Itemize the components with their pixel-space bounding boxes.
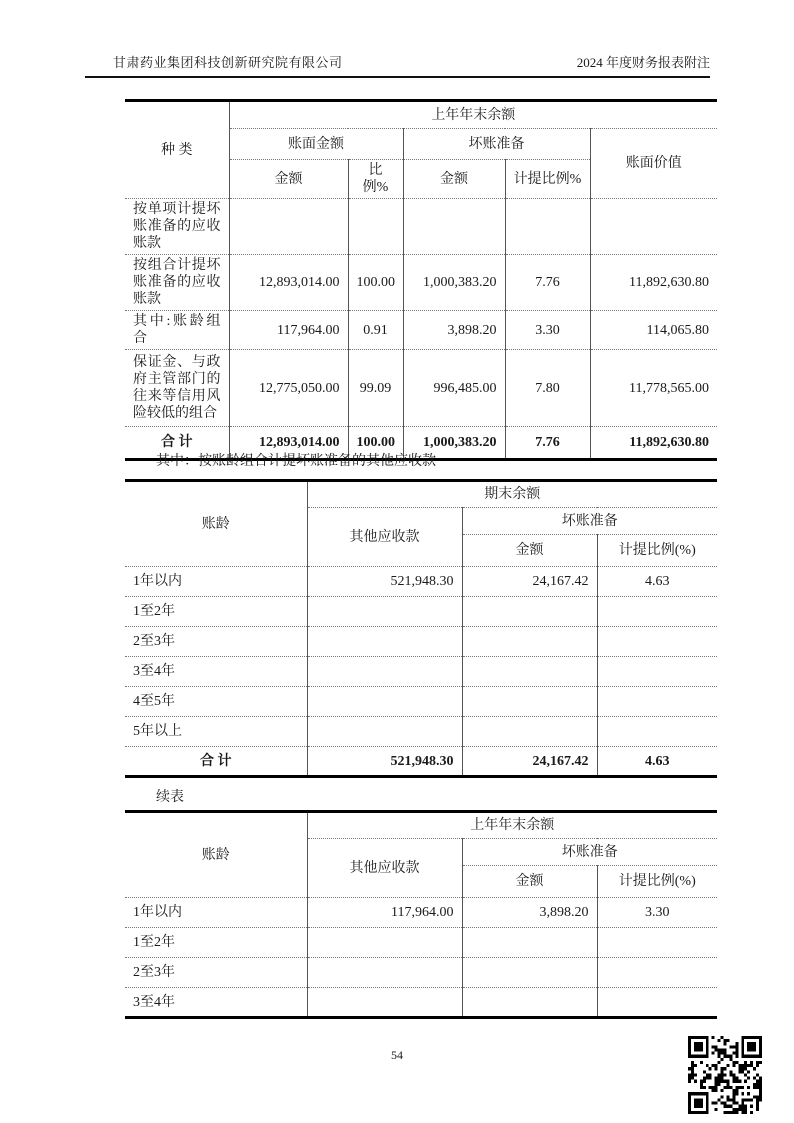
- cell-value: 99.09: [348, 350, 403, 427]
- header-cell-category: 种 类: [125, 101, 229, 199]
- header-cell-amount: 金额: [229, 160, 348, 199]
- cell-value: [462, 988, 597, 1018]
- header-cell-ratio: 比例%: [348, 160, 403, 199]
- header-cell-prior-year-balance: 上年年末余额: [229, 101, 717, 129]
- cell-value: 4.63: [597, 747, 717, 777]
- cell-value: [307, 657, 462, 687]
- header-cell-other-receivables: 其他应收款: [307, 839, 462, 898]
- cell-value: 3.30: [505, 311, 590, 350]
- row-label: 1至2年: [125, 928, 307, 958]
- cell-value: 3.30: [597, 898, 717, 928]
- cell-value: 4.63: [597, 567, 717, 597]
- cell-value: [462, 717, 597, 747]
- header-cell-bad-debt-provision: 坏账准备: [462, 508, 717, 535]
- header-cell-book-amount: 账面金额: [229, 129, 403, 160]
- table-row: [125, 717, 717, 747]
- row-label: 1年以内: [125, 898, 307, 928]
- cell-value: [462, 657, 597, 687]
- cell-value: [597, 958, 717, 988]
- header-cell-provision-ratio: 计提比例(%): [597, 866, 717, 898]
- cell-value: [462, 597, 597, 627]
- cell-value: 521,948.30: [307, 567, 462, 597]
- cell-value: [307, 597, 462, 627]
- cell-value: [348, 199, 403, 255]
- header-cell-aging: 账龄: [125, 812, 307, 898]
- table-row: [125, 255, 717, 311]
- cell-value: [307, 717, 462, 747]
- header-cell-prior-year-balance: 上年年末余额: [307, 812, 717, 839]
- header-cell-book-value: 账面价值: [590, 129, 717, 199]
- row-label: 1至2年: [125, 597, 307, 627]
- header-cell-amount: 金额: [403, 160, 505, 199]
- row-label: 4至5年: [125, 687, 307, 717]
- cell-value: 996,485.00: [403, 350, 505, 427]
- table-header-row: [125, 101, 717, 129]
- cell-value: [307, 627, 462, 657]
- table-row: [125, 928, 717, 958]
- cell-value: 521,948.30: [307, 747, 462, 777]
- table-row: [125, 958, 717, 988]
- cell-value: [597, 597, 717, 627]
- cell-value: [597, 687, 717, 717]
- cell-value: [307, 988, 462, 1018]
- table-row: [125, 597, 717, 627]
- row-label: 3至4年: [125, 657, 307, 687]
- cell-value: 114,065.80: [590, 311, 717, 350]
- table-row: [125, 199, 717, 255]
- cell-value: 117,964.00: [229, 311, 348, 350]
- table-header-row: [125, 812, 717, 839]
- row-label: 5年以上: [125, 717, 307, 747]
- cell-value: 24,167.42: [462, 747, 597, 777]
- cell-value: [462, 928, 597, 958]
- row-label: 保证金、与政府主管部门的往来等信用风险较低的组合: [125, 350, 229, 427]
- header-cell-aging: 账龄: [125, 481, 307, 567]
- header-divider: [85, 76, 710, 78]
- continued-table-label: 续表: [156, 790, 184, 805]
- qr-code: [688, 1036, 762, 1114]
- table-row: [125, 898, 717, 928]
- cell-value: 11,778,565.00: [590, 350, 717, 427]
- table-row: [125, 687, 717, 717]
- cell-value: 0.91: [348, 311, 403, 350]
- cell-value: 12,893,014.00: [229, 427, 348, 460]
- cell-value: 117,964.00: [307, 898, 462, 928]
- cell-value: [597, 928, 717, 958]
- aging-period-end-table: [125, 479, 717, 778]
- header-cell-provision-ratio: 计提比例(%): [597, 535, 717, 567]
- cell-value: [597, 988, 717, 1018]
- table-row: [125, 747, 717, 777]
- cell-value: [597, 627, 717, 657]
- cell-value: 12,893,014.00: [229, 255, 348, 311]
- header-cell-bad-debt-provision: 坏账准备: [403, 129, 590, 160]
- aging-note-caption: 其中：按账龄组合计提坏账准备的其他应收款: [156, 454, 436, 469]
- table-row: [125, 988, 717, 1018]
- table-header-row: [125, 481, 717, 508]
- cell-value: 7.80: [505, 350, 590, 427]
- cell-value: 11,892,630.80: [590, 427, 717, 460]
- cell-value: [229, 199, 348, 255]
- cell-value: [590, 199, 717, 255]
- cell-value: [597, 717, 717, 747]
- cell-value: 7.76: [505, 255, 590, 311]
- cell-value: [462, 687, 597, 717]
- cell-value: [307, 958, 462, 988]
- row-label: 其中:账龄组合: [125, 311, 229, 350]
- row-label: 3至4年: [125, 988, 307, 1018]
- cell-value: 24,167.42: [462, 567, 597, 597]
- table-row: [125, 311, 717, 350]
- table-row: [125, 350, 717, 427]
- cell-value: [462, 958, 597, 988]
- cell-value: 100.00: [348, 255, 403, 311]
- receivables-category-table: [125, 99, 717, 461]
- cell-value: [597, 657, 717, 687]
- cell-value: 12,775,050.00: [229, 350, 348, 427]
- header-cell-bad-debt-provision: 坏账准备: [462, 839, 717, 866]
- row-label: 1年以内: [125, 567, 307, 597]
- report-title: 2024 年度财务报表附注: [576, 55, 710, 70]
- row-label: 合 计: [125, 427, 229, 460]
- cell-value: [307, 928, 462, 958]
- row-label: 合 计: [125, 747, 307, 777]
- row-label: 按组合计提坏账准备的应收账款: [125, 255, 229, 311]
- cell-value: 3,898.20: [403, 311, 505, 350]
- page-number: 54: [391, 1048, 403, 1062]
- aging-prior-year-table: [125, 810, 717, 1019]
- company-name: 甘肃药业集团科技创新研究院有限公司: [113, 55, 343, 70]
- header-cell-period-end-balance: 期末余额: [307, 481, 717, 508]
- table-row: [125, 567, 717, 597]
- header-cell-provision-ratio: 计提比例%: [505, 160, 590, 199]
- cell-value: [462, 627, 597, 657]
- cell-value: 7.76: [505, 427, 590, 460]
- header-cell-amount: 金额: [462, 866, 597, 898]
- cell-value: 1,000,383.20: [403, 427, 505, 460]
- row-label: 按单项计提坏账准备的应收账款: [125, 199, 229, 255]
- cell-value: 100.00: [348, 427, 403, 460]
- cell-value: [403, 199, 505, 255]
- header-cell-other-receivables: 其他应收款: [307, 508, 462, 567]
- cell-value: [307, 687, 462, 717]
- header-cell-amount: 金额: [462, 535, 597, 567]
- cell-value: 1,000,383.20: [403, 255, 505, 311]
- row-label: 2至3年: [125, 958, 307, 988]
- row-label: 2至3年: [125, 627, 307, 657]
- table-row: [125, 657, 717, 687]
- cell-value: 3,898.20: [462, 898, 597, 928]
- cell-value: [505, 199, 590, 255]
- cell-value: 11,892,630.80: [590, 255, 717, 311]
- table-row: [125, 627, 717, 657]
